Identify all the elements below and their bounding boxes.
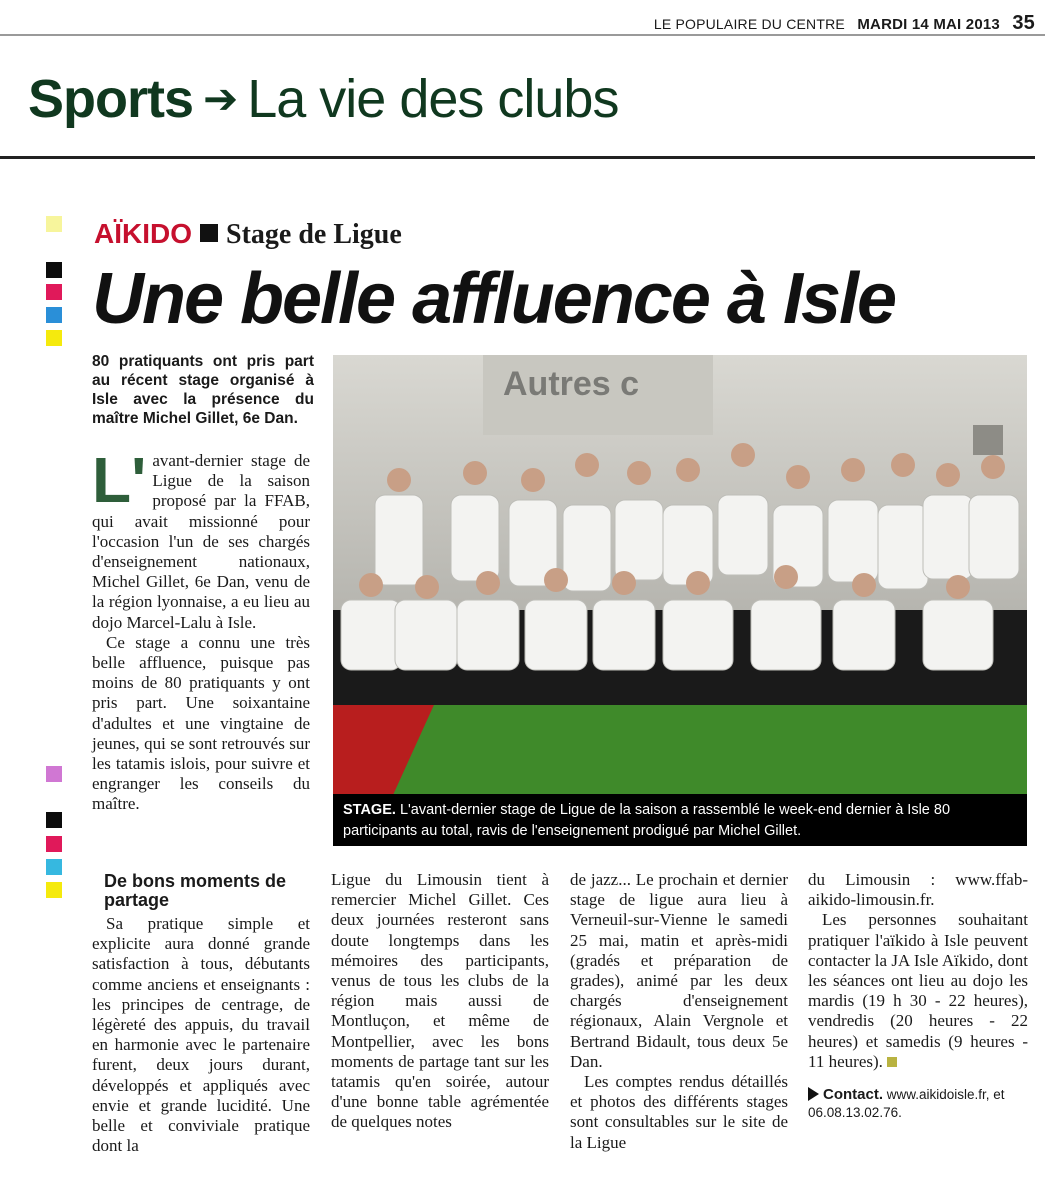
group-photo-illustration xyxy=(333,355,1027,845)
column-2 xyxy=(331,870,549,1133)
contact-label: Contact. xyxy=(823,1086,883,1104)
wall-sign-text: Autres c xyxy=(503,365,640,403)
kicker-text: Stage de Ligue xyxy=(226,219,402,250)
cyan-swatch xyxy=(46,859,62,875)
issue-date: MARDI 14 MAI 2013 xyxy=(857,16,1000,33)
section-rule xyxy=(0,156,1035,159)
dropcap: L' xyxy=(92,444,147,516)
yellow-swatch xyxy=(46,882,62,898)
end-mark-icon xyxy=(887,1057,897,1067)
paragraph-5: de jazz... Le prochain et dernier stage de ligue aura lieu à Verneuil-sur-Vienne le samedi 25 mai, matin et après-midi (gradés et préparation de grades), animé par les deux chargés d'enseignement régionaux, Alain Vergnole et Bertrand Bidault, tous deux 5e Dan. xyxy=(570,870,788,1071)
magenta-swatch xyxy=(46,284,62,300)
paragraph-2: Ce stage a connu une très belle affluence, puisque pas moins de 80 pratiquants y ont pris part. Une soixantaine d'adultes et une vingtaine de jeunes, qui se sont retrouvés sur les tatamis islois, pour suivre et engranger les conseils du maître. xyxy=(92,632,310,814)
subsection-name: La vie des clubs xyxy=(247,69,619,129)
header-divider xyxy=(0,34,1045,36)
column-3 xyxy=(570,870,788,1153)
triangle-pointer-icon xyxy=(808,1087,819,1101)
category-label: AÏKIDO xyxy=(94,218,192,249)
paragraph-8: Les personnes souhaitant pratiquer l'aïkido à Isle peuvent contacter la JA Isle Aïkido, dont les séances ont lieu au dojo les mardis (19 h 30 - 22 heures), vendredis (20 heures - 22 heures) et samedis (9 heures - 11 heures). xyxy=(808,910,1028,1071)
black-swatch xyxy=(46,262,62,278)
cyan-swatch xyxy=(46,307,62,323)
lead-paragraph: 80 pratiquants ont pris part au récent stage organisé à Isle avec la présence du maître Michel Gillet, 6e Dan. xyxy=(92,353,314,427)
paragraph-4: Ligue du Limousin tient à remercier Michel Gillet. Ces deux journées resteront sans doute longtemps dans les mémoires des participants, venus de tous les clubs de la région mais aussi de Montluçon, et même de Montpellier, avec les bons moments de partage tant sur les tatamis qu'en soirée, autour d'une bonne table agrémentée de quelques notes xyxy=(331,870,549,1132)
black-swatch xyxy=(46,812,62,828)
column-1-bottom xyxy=(92,862,310,1156)
section-title xyxy=(28,68,618,130)
section-name: Sports xyxy=(28,69,194,129)
paragraph-1: avant-dernier stage de Ligue de la saison proposé par la FFAB, qui avait missionné pour l'occasion l'un de ses chargés d'enseignement nationaux, Michel Gillet, 6e Dan, venu de la région lyonnaise, a eu lieu au dojo Marcel-Lalu à Isle. xyxy=(92,451,310,632)
yellow-swatch xyxy=(46,216,62,232)
column-1 xyxy=(92,444,310,815)
magenta-swatch xyxy=(46,766,62,782)
yellow-swatch xyxy=(46,330,62,346)
subheading: De bons moments de partage xyxy=(104,871,287,910)
photo-caption xyxy=(333,794,1027,846)
group-photo xyxy=(333,355,1027,845)
paragraph-3: Sa pratique simple et explicite aura donné grande satisfaction à tous, débutants comme anciens et enseignants : les principes de centrage, de légèreté des appuis, du travail en harmonie avec le partenaire furent, deux jours durant, développés et appliqués avec envie et grande lucidité. Une belle et conviviale pratique dont la xyxy=(92,914,310,1156)
running-header xyxy=(654,12,1035,35)
arrow-icon: ➔ xyxy=(203,75,238,122)
article-kicker xyxy=(94,218,402,251)
publication-name: LE POPULAIRE DU CENTRE xyxy=(653,16,845,32)
magenta-swatch xyxy=(46,836,62,852)
caption-text: L'avant-dernier stage de Ligue de la saison a rassemblé le week-end dernier à Isle 80 participants au total, ravis de l'enseignement prodigué par Michel Gillet. xyxy=(343,802,951,839)
column-4 xyxy=(808,870,1028,1122)
headline: Une belle affluence à Isle xyxy=(92,259,896,339)
paragraph-7: du Limousin : www.ffab-aikido-limousin.fr. xyxy=(808,870,1028,910)
contact-box xyxy=(808,1086,1028,1122)
paragraph-6: Les comptes rendus détaillés et photos des différents stages sont consultables sur le site de la Ligue xyxy=(570,1072,788,1152)
square-bullet-icon xyxy=(200,224,218,242)
page-number: 35 xyxy=(1012,12,1035,34)
contact-text: www.aikidoisle.fr, et 06.08.13.02.76. xyxy=(808,1087,1005,1121)
caption-label: STAGE. xyxy=(343,802,396,818)
